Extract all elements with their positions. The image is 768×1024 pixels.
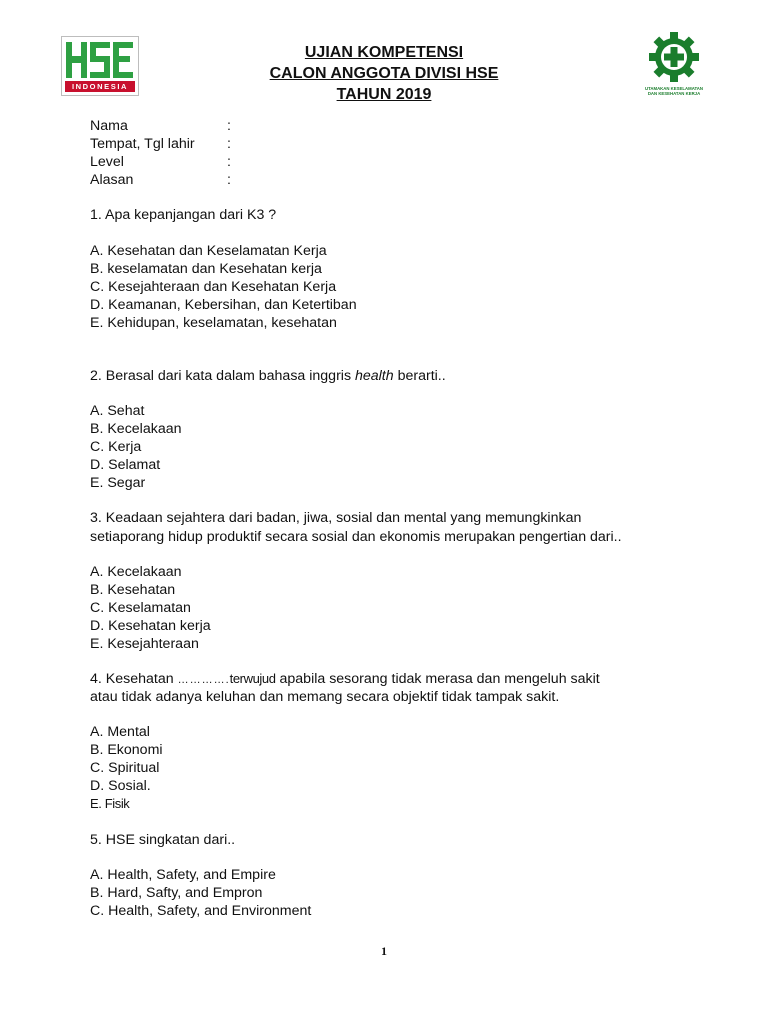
- q2-option-c: C. Kerja: [90, 439, 142, 455]
- exam-title: [200, 42, 568, 105]
- q3-option-e: E. Kesejahteraan: [90, 636, 199, 652]
- q2-option-b: B. Kecelakaan: [90, 421, 182, 437]
- q4-option-b: B. Ekonomi: [90, 742, 163, 758]
- page-number: 1: [381, 944, 387, 958]
- q4-option-d: D. Sosial.: [90, 778, 151, 794]
- k3-emblem-logo: [636, 30, 712, 104]
- field-alasan-colon: :: [227, 172, 231, 188]
- field-alasan-label: Alasan: [90, 172, 134, 188]
- field-ttl-label: Tempat, Tgl lahir: [90, 136, 195, 152]
- q1-option-e: E. Kehidupan, keselamatan, kesehatan: [90, 315, 337, 331]
- title-line-3: TAHUN 2019: [336, 86, 432, 103]
- q1-option-b: B. keselamatan dan Kesehatan kerja: [90, 261, 322, 277]
- health-term: health: [354, 368, 394, 384]
- emblem-caption: UTAMAKAN KESELAMATAN DAN KESEHATAN KERJA: [644, 86, 703, 96]
- q3-option-a: A. Kecelakaan: [90, 564, 182, 580]
- q2-option-d: D. Selamat: [90, 457, 161, 473]
- q2-option-e: E. Segar: [90, 475, 146, 491]
- question-4-line-1: 4. Kesehatan ………….terwujud apabila sesorang tidak merasa dan mengeluh sakit: [90, 671, 600, 687]
- question-4-line-2: atau tidak adanya keluhan dan memang secara objektif tidak tampak sakit.: [90, 689, 560, 705]
- q5-option-a: A. Health, Safety, and Empire: [90, 867, 276, 883]
- title-line-2: CALON ANGGOTA DIVISI HSE: [269, 65, 499, 82]
- question-1: 1. Apa kepanjangan dari K3 ?: [90, 207, 277, 223]
- hse-indonesia-logo: [61, 36, 139, 96]
- q1-option-c: C. Kesejahteraan dan Kesehatan Kerja: [90, 279, 337, 295]
- field-nama-colon: :: [227, 118, 231, 134]
- q3-option-d: D. Kesehatan kerja: [90, 618, 211, 634]
- q4-option-c: C. Spiritual: [90, 760, 160, 776]
- q3-option-c: C. Keselamatan: [90, 600, 191, 616]
- q1-option-a: A. Kesehatan dan Keselamatan Kerja: [90, 243, 327, 259]
- question-3-line-2: setiaporang hidup produktif secara sosial dan ekonomis merupakan pengertian dari..: [90, 529, 622, 545]
- q4-option-a: A. Mental: [90, 724, 150, 740]
- q3-option-b: B. Kesehatan: [90, 582, 176, 598]
- field-nama-label: Nama: [90, 118, 128, 134]
- q1-option-d: D. Keamanan, Kebersihan, dan Ketertiban: [90, 297, 357, 313]
- logo-band-text: INDONESIA: [65, 81, 135, 92]
- question-3-line-1: 3. Keadaan sejahtera dari badan, jiwa, sosial dan mental yang memungkinkan: [90, 510, 582, 526]
- q2-option-a: A. Sehat: [90, 403, 145, 419]
- field-level-colon: :: [227, 154, 231, 170]
- q5-option-c: C. Health, Safety, and Environment: [90, 903, 312, 919]
- question-5: 5. HSE singkatan dari..: [90, 832, 236, 848]
- field-level-label: Level: [90, 154, 124, 170]
- blank-dots: ………….: [177, 674, 230, 686]
- gear-cross-icon: [636, 30, 712, 86]
- field-ttl-colon: :: [227, 136, 231, 152]
- title-line-1: UJIAN KOMPETENSI: [304, 44, 464, 61]
- question-2: 2. Berasal dari kata dalam bahasa inggris health berarti..: [90, 368, 446, 384]
- q4-option-e: E. Fisik: [90, 796, 130, 811]
- hse-letters-graphic: [65, 41, 135, 79]
- q5-option-b: B. Hard, Safty, and Empron: [90, 885, 263, 901]
